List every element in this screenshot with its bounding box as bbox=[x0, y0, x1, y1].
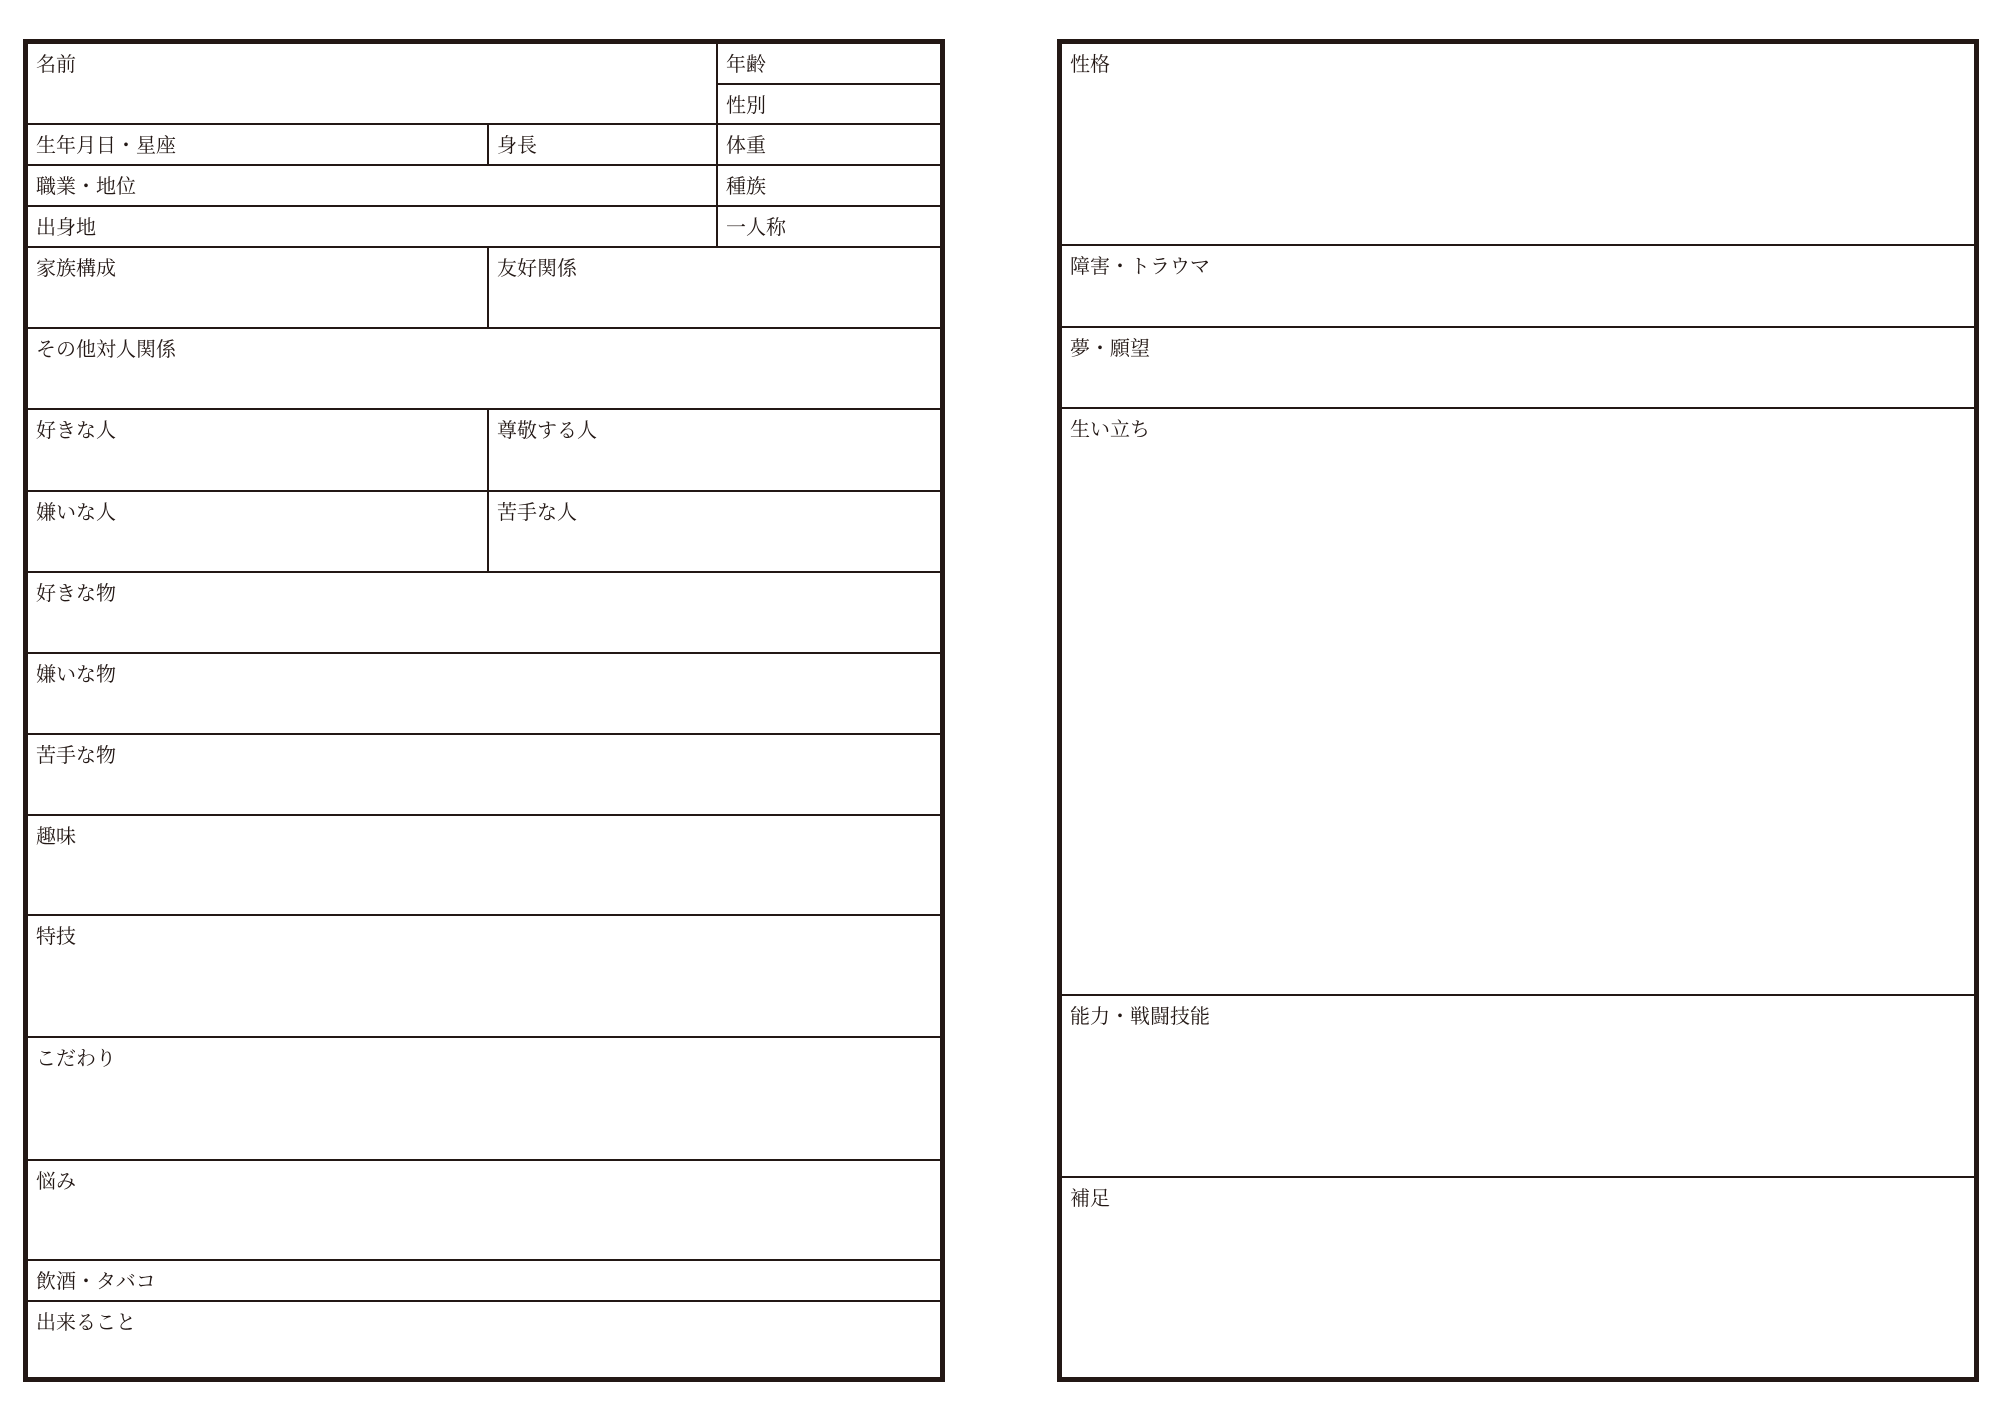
gender-label: 性別 bbox=[726, 93, 766, 117]
dreams-wishes-label: 夢・願望 bbox=[1070, 336, 1150, 360]
gender-field[interactable] bbox=[718, 85, 940, 125]
birthday-zodiac-field[interactable] bbox=[28, 125, 489, 166]
height-label: 身長 bbox=[497, 133, 537, 157]
other-relations-field[interactable] bbox=[28, 329, 940, 410]
name-label: 名前 bbox=[36, 52, 76, 76]
special-skills-label: 特技 bbox=[36, 924, 76, 948]
first-person-field[interactable] bbox=[718, 207, 940, 248]
occupation-status-field[interactable] bbox=[28, 166, 718, 207]
uncomfortable-person-field[interactable] bbox=[489, 492, 940, 573]
weak-things-label: 苦手な物 bbox=[36, 743, 116, 767]
height-field[interactable] bbox=[489, 125, 718, 166]
uncomfortable-person-label: 苦手な人 bbox=[497, 500, 577, 524]
personality-field[interactable] bbox=[1062, 44, 1974, 246]
dreams-wishes-field[interactable] bbox=[1062, 328, 1974, 409]
notes-label: 補足 bbox=[1070, 1186, 1110, 1210]
family-label: 家族構成 bbox=[36, 256, 116, 280]
weak-things-field[interactable] bbox=[28, 735, 940, 816]
particularities-label: こだわり bbox=[36, 1046, 116, 1070]
liked-things-field[interactable] bbox=[28, 573, 940, 654]
disliked-things-label: 嫌いな物 bbox=[36, 662, 116, 686]
personality-label: 性格 bbox=[1070, 52, 1110, 76]
particularities-field[interactable] bbox=[28, 1038, 940, 1161]
drinking-smoking-field[interactable] bbox=[28, 1261, 940, 1302]
first-person-label: 一人称 bbox=[726, 215, 786, 239]
respected-person-label: 尊敬する人 bbox=[497, 418, 597, 442]
abilities-combat-field[interactable] bbox=[1062, 996, 1974, 1178]
worries-label: 悩み bbox=[36, 1169, 76, 1193]
race-label: 種族 bbox=[726, 174, 766, 198]
friends-label: 友好関係 bbox=[497, 256, 577, 280]
background-label: 生い立ち bbox=[1070, 417, 1150, 441]
family-field[interactable] bbox=[28, 248, 489, 329]
other-relations-label: その他対人関係 bbox=[36, 337, 176, 361]
worries-field[interactable] bbox=[28, 1161, 940, 1261]
abilities-combat-label: 能力・戦闘技能 bbox=[1070, 1004, 1210, 1028]
can-do-field[interactable] bbox=[28, 1302, 940, 1377]
notes-field[interactable] bbox=[1062, 1178, 1974, 1377]
liked-person-label: 好きな人 bbox=[36, 418, 116, 442]
respected-person-field[interactable] bbox=[489, 410, 940, 492]
disliked-person-label: 嫌いな人 bbox=[36, 500, 116, 524]
age-field[interactable] bbox=[718, 44, 940, 85]
hobbies-label: 趣味 bbox=[36, 824, 76, 848]
background-field[interactable] bbox=[1062, 409, 1974, 996]
friends-field[interactable] bbox=[489, 248, 940, 329]
special-skills-field[interactable] bbox=[28, 916, 940, 1038]
birthplace-label: 出身地 bbox=[36, 215, 96, 239]
can-do-label: 出来ること bbox=[36, 1310, 136, 1334]
hobbies-field[interactable] bbox=[28, 816, 940, 916]
disability-trauma-field[interactable] bbox=[1062, 246, 1974, 328]
birthplace-field[interactable] bbox=[28, 207, 718, 248]
age-label: 年齢 bbox=[726, 52, 766, 76]
character-sheet-left bbox=[23, 39, 945, 1382]
disability-trauma-label: 障害・トラウマ bbox=[1070, 254, 1210, 278]
character-sheet-right bbox=[1057, 39, 1979, 1382]
disliked-things-field[interactable] bbox=[28, 654, 940, 735]
drinking-smoking-label: 飲酒・タバコ bbox=[36, 1269, 156, 1293]
birthday-zodiac-label: 生年月日・星座 bbox=[36, 133, 176, 157]
weight-field[interactable] bbox=[718, 125, 940, 166]
liked-person-field[interactable] bbox=[28, 410, 489, 492]
name-field[interactable] bbox=[28, 44, 718, 125]
race-field[interactable] bbox=[718, 166, 940, 207]
disliked-person-field[interactable] bbox=[28, 492, 489, 573]
occupation-status-label: 職業・地位 bbox=[36, 174, 136, 198]
liked-things-label: 好きな物 bbox=[36, 581, 116, 605]
weight-label: 体重 bbox=[726, 133, 766, 157]
